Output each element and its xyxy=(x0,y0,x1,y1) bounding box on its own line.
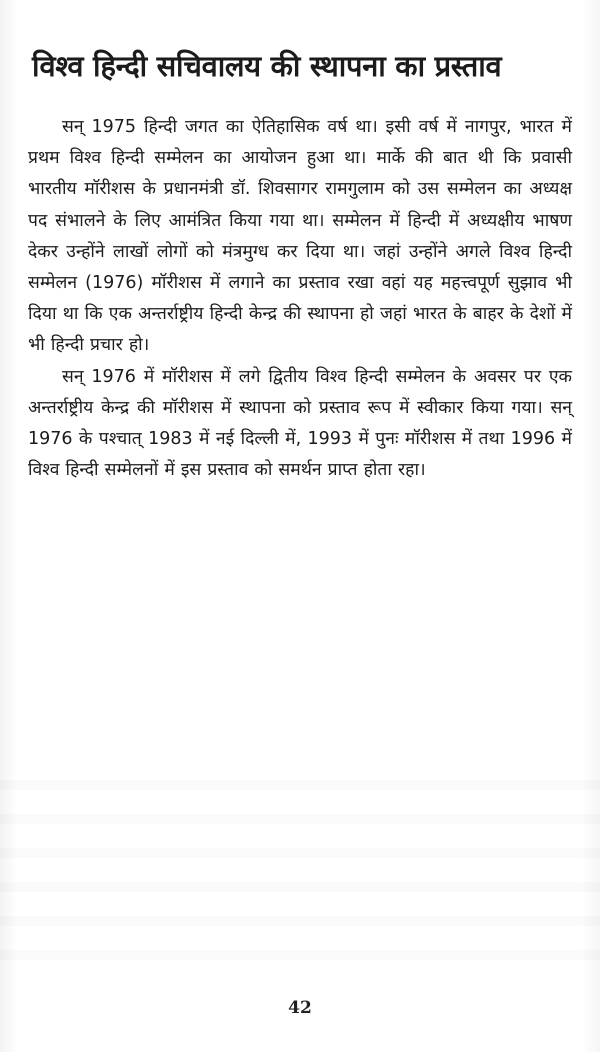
body-text xyxy=(28,112,572,486)
paragraph-1: सन् 1975 हिन्दी जगत का ऐतिहासिक वर्ष था। इसी वर्ष में नागपुर, भारत में प्रथम विश्व हिन्दी सम्मेलन का आयोजन हुआ था। मार्के की बात थी कि प्रवासी भारतीय मॉरीशस के प्रधानमंत्री डॉ. शिवसागर रामगुलाम को उस सम्मेलन का अध्यक्ष पद संभालने के लिए आमंत्रित किया गया था। सम्मेलन में हिन्दी में अध्यक्षीय भाषण देकर उन्होंने लाखों लोगों को मंत्रमुग्ध कर दिया था। जहां उन्होंने अगले विश्व हिन्दी सम्मेलन (1976) मॉरीशस में लगाने का प्रस्ताव रखा वहां यह महत्त्वपूर्ण सुझाव भी दिया था कि एक अन्तर्राष्ट्रीय हिन्दी केन्द्र की स्थापना हो जहां भारत के बाहर के देशों में भी हिन्दी प्रचार हो। xyxy=(28,117,572,356)
page-number: 42 xyxy=(288,998,312,1018)
paragraph-2: सन् 1976 में मॉरीशस में लगे द्वितीय विश्व हिन्दी सम्मेलन के अवसर पर एक अन्तर्राष्ट्रीय केन्द्र की मॉरीशस में स्थापना को प्रस्ताव रूप में स्वीकार किया गया। सन् 1976 के पश्चात् 1983 में नई दिल्ली में, 1993 में पुनः मॉरीशस में तथा 1996 में विश्व हिन्दी सम्मेलनों में इस प्रस्ताव को समर्थन प्राप्त होता रहा। xyxy=(28,366,572,481)
show-through-bleed xyxy=(0,760,600,980)
page-title: विश्व हिन्दी सचिवालय की स्थापना का प्रस्ताव xyxy=(32,49,502,83)
